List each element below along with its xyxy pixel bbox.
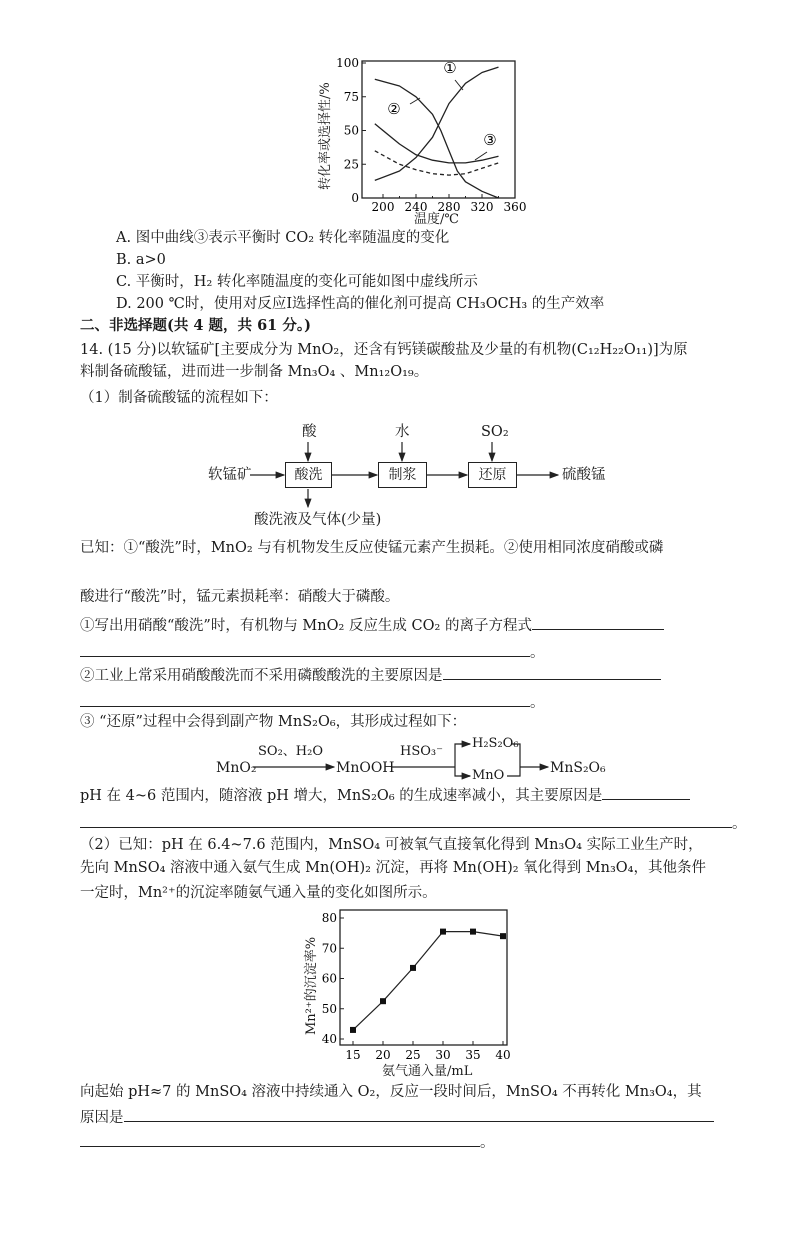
chart2-frame bbox=[340, 910, 507, 1045]
y-tick-label: 50 bbox=[321, 1001, 337, 1016]
x-tick-label: 320 bbox=[470, 200, 494, 214]
q3b-text: pH 在 4~6 范围内，随溶液 pH 增大，MnS₂O₆ 的生成速率减小，其主要原因是 bbox=[80, 788, 603, 804]
data-point bbox=[350, 1027, 356, 1033]
data-point bbox=[440, 929, 446, 935]
scheme-h2s2o6: H₂S₂O₆ bbox=[472, 736, 519, 751]
scheme-mnooh: MnOOH bbox=[336, 760, 395, 776]
x-tick-label: 15 bbox=[345, 1048, 361, 1062]
y-tick-label: 80 bbox=[321, 911, 337, 925]
scheme-mno: MnO bbox=[472, 768, 505, 783]
q14-q4-line2 bbox=[80, 1107, 714, 1128]
x-tick-label: 20 bbox=[375, 1048, 391, 1062]
x-tick-label: 200 bbox=[371, 200, 395, 214]
series-line bbox=[353, 932, 503, 1030]
scheme-reagent2: HSO₃⁻ bbox=[400, 744, 443, 759]
q14-q4-line3 bbox=[80, 1132, 495, 1153]
chart2-ylabel: Mn²⁺的沉淀率% bbox=[304, 936, 319, 1035]
flow-add-water: 水 bbox=[395, 424, 410, 440]
x-tick-label: 35 bbox=[465, 1048, 481, 1062]
period: 。 bbox=[530, 645, 545, 661]
q14-intro-2: 料制备硫酸锰，进而进一步制备 Mn₃O₄ 、Mn₁₂O₁₉。 bbox=[80, 364, 429, 380]
x-tick-label: 25 bbox=[405, 1048, 421, 1062]
part2-line2: 先向 MnSO₄ 溶液中通入氨气生成 Mn(OH)₂ 沉淀，再将 Mn(OH)₂ 氧化得到 Mn₃O₄，其他条件 bbox=[80, 860, 706, 876]
option-c: C. 平衡时，H₂ 转化率随温度的变化可能如图中虚线所示 bbox=[116, 274, 478, 290]
flow-output: 硫酸锰 bbox=[562, 467, 606, 483]
flow-step-reduction: 还原 bbox=[468, 462, 517, 488]
q4-text: 原因是 bbox=[80, 1110, 124, 1126]
flow-add-so2: SO₂ bbox=[481, 424, 509, 440]
flow-step-acid-wash: 酸洗 bbox=[285, 462, 332, 488]
curve-label: ① bbox=[443, 59, 457, 77]
curve-label: ② bbox=[387, 100, 401, 118]
chart1-xlabel: 温度/℃ bbox=[414, 212, 459, 227]
data-point bbox=[380, 998, 386, 1004]
q2-text: ②工业上常采用硝酸酸洗而不采用磷酸酸洗的主要原因是 bbox=[80, 668, 443, 684]
q14-q4-line1: 向起始 pH≈7 的 MnSO₄ 溶液中持续通入 O₂，反应一段时间后，MnSO₄ 不再转化 Mn₃O₄，其 bbox=[80, 1084, 702, 1100]
period: 。 bbox=[732, 816, 747, 832]
known-2: 酸进行“酸洗”时，锰元素损耗率：硝酸大于磷酸。 bbox=[80, 589, 400, 605]
x-tick-label: 30 bbox=[435, 1048, 451, 1062]
data-point bbox=[470, 929, 476, 935]
option-a: A. 图中曲线③表示平衡时 CO₂ 转化率随温度的变化 bbox=[116, 230, 450, 246]
curve-label: ③ bbox=[483, 131, 497, 149]
y-tick-label: 100 bbox=[336, 56, 359, 70]
y-tick-label: 0 bbox=[351, 191, 359, 205]
scheme-mns2o6: MnS₂O₆ bbox=[550, 760, 606, 776]
data-point bbox=[500, 933, 506, 939]
option-d: D. 200 ℃时，使用对反应I选择性高的催化剂可提高 CH₃OCH₃ 的生产效率 bbox=[116, 296, 605, 312]
q14-part1: （1）制备硫酸锰的流程如下： bbox=[80, 390, 278, 406]
data-point bbox=[410, 965, 416, 971]
period: 。 bbox=[530, 695, 545, 711]
x-tick-label: 280 bbox=[437, 200, 461, 214]
q1-text: ①写出用硝酸“酸洗”时，有机物与 MnO₂ 反应生成 CO₂ 的离子方程式 bbox=[80, 618, 532, 634]
period: 。 bbox=[480, 1135, 495, 1151]
y-tick-label: 70 bbox=[321, 941, 337, 956]
flow-byproduct: 酸洗液及气体(少量) bbox=[254, 512, 382, 528]
chart1-ylabel: 转化率或选择性/% bbox=[318, 82, 333, 190]
y-tick-label: 40 bbox=[321, 1032, 337, 1046]
x-tick-label: 240 bbox=[404, 200, 428, 214]
q14-intro-1: 14. (15 分)以软锰矿[主要成分为 MnO₂，还含有钙镁碳酸盐及少量的有机物(C₁₂H₂₂O₁₁)]为原 bbox=[80, 342, 688, 358]
flow-step-slurry: 制浆 bbox=[378, 462, 427, 488]
part2-line3: 一定时，Mn²⁺的沉淀率随氨气通入量的变化如图所示。 bbox=[80, 885, 437, 901]
flow-add-acid: 酸 bbox=[302, 424, 317, 440]
flow-input: 软锰矿 bbox=[208, 467, 252, 483]
y-tick-label: 25 bbox=[343, 157, 359, 172]
chart2-xlabel: 氨气通入量/mL bbox=[382, 1064, 473, 1079]
y-tick-label: 50 bbox=[343, 123, 359, 138]
option-b: B. a>0 bbox=[116, 252, 166, 268]
part2-line1: （2）已知：pH 在 6.4~7.6 范围内，MnSO₄ 可被氧气直接氧化得到 Mn₃O₄ 实际工业生产时， bbox=[80, 837, 703, 853]
scheme-mno2: MnO₂ bbox=[216, 760, 257, 776]
section-title: 二、非选择题(共 4 题，共 61 分。) bbox=[80, 317, 311, 334]
q14-q3: ③ “还原”过程中会得到副产物 MnS₂O₆，其形成过程如下： bbox=[80, 714, 467, 730]
x-tick-label: 40 bbox=[495, 1048, 511, 1062]
known-1: 已知：①“酸洗”时，MnO₂ 与有机物发生反应使锰元素产生损耗。②使用相同浓度硝酸或磷 bbox=[80, 540, 664, 556]
y-tick-label: 60 bbox=[321, 971, 337, 986]
y-tick-label: 75 bbox=[343, 89, 359, 104]
scheme-reagent1: SO₂、H₂O bbox=[258, 744, 323, 759]
x-tick-label: 360 bbox=[503, 200, 527, 214]
answer-blank[interactable] bbox=[124, 1107, 714, 1122]
answer-blank[interactable] bbox=[80, 1132, 480, 1147]
